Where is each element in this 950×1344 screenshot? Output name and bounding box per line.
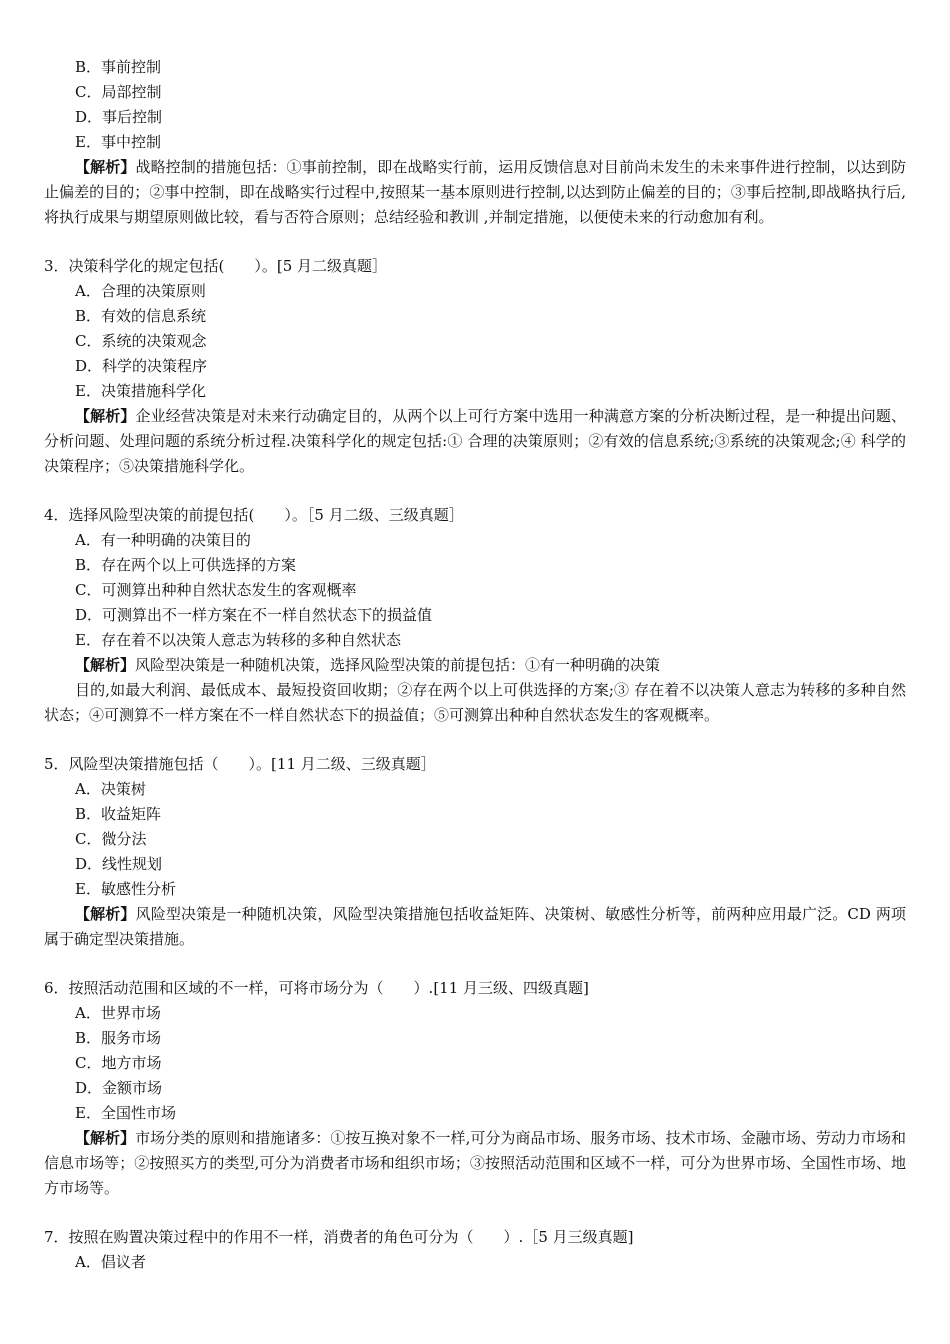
question-text: 3．决策科学化的规定包括( ）。[5 月二级真题］ [44,257,388,275]
analysis-tag: 【解析】 [75,905,136,923]
analysis-paragraph [44,1126,906,1201]
option-c: C．系统的决策观念 [75,332,207,350]
analysis-text: 战略控制的措施包括：①事前控制，即在战略实行前，运用反馈信息对目前尚未发生的未来事件进行控制，以达到防止偏差的目的；②事中控制，即在战略实行过程中,按照某一基本原则进行控制,以达到防止偏差的目的；③事后控制,即战略执行后,将执行成果与期望原则做比较，看与否符合原则；总结经验和教训 ,并制定措施，以便使未来的行动愈加有利。 [44,158,906,226]
option-d: D．事后控制 [75,108,163,126]
option-c: C．微分法 [75,830,147,848]
option-c: C．局部控制 [75,83,162,101]
option-b: B．服务市场 [75,1029,162,1047]
option-b: B．事前控制 [75,58,162,76]
analysis-paragraph [44,155,906,230]
option-e: E．决策措施科学化 [75,382,206,400]
analysis-text: 风险型决策是一种随机决策，选择风险型决策的前提包括：①有一种明确的决策 [135,656,661,674]
question-4 [44,503,906,728]
option-d: D．金额市场 [75,1079,163,1097]
option-c: C．地方市场 [75,1054,162,1072]
option-b: B．收益矩阵 [75,805,162,823]
analysis-text: 市场分类的原则和措施诸多：①按互换对象不一样,可分为商品市场、服务市场、技术市场、金融市场、劳动力市场和信息市场等；②按照买方的类型,可分为消费者市场和组织市场；③按照活动范围和区域不一样，可分为世界市场、全国性市场、地方市场等。 [44,1129,906,1197]
option-e: E．存在着不以决策人意志为转移的多种自然状态 [75,631,401,649]
question-2 [44,55,906,230]
question-3 [44,254,906,479]
option-e: E．事中控制 [75,133,161,151]
question-text: 5．风险型决策措施包括（ ）。[11 月二级、三级真题］ [44,755,436,773]
option-a: A．合理的决策原则 [75,282,206,300]
option-a: A．世界市场 [75,1004,161,1022]
analysis-text: 企业经营决策是对未来行动确定目的，从两个以上可行方案中选用一种满意方案的分析决断过程，是一种提出问题、分析问题、处理问题的系统分析过程.决策科学化的规定包括:① 合理的决策原则；②有效的信息系统;③系统的决策观念;④ 科学的决策程序；⑤决策措施科学化。 [44,407,906,475]
option-b: B．有效的信息系统 [75,307,207,325]
analysis-text: 风险型决策是一种随机决策，风险型决策措施包括收益矩阵、决策树、敏感性分析等，前两种应用最广泛。CD 两项属于确定型决策措施。 [44,905,906,948]
analysis-tag: 【解析】 [75,158,136,176]
analysis-paragraph [44,653,906,678]
option-a: A．有一种明确的决策目的 [75,531,251,549]
option-d: D．可测算出不一样方案在不一样自然状态下的损益值 [75,606,433,624]
analysis-tag: 【解析】 [75,1129,136,1147]
option-e: E．全国性市场 [75,1104,176,1122]
analysis-paragraph [44,404,906,479]
option-a: A．决策树 [75,780,146,798]
option-d: D．科学的决策程序 [75,357,208,375]
analysis-tag: 【解析】 [75,656,136,674]
option-d: D．线性规划 [75,855,163,873]
question-6 [44,976,906,1201]
analysis-tag: 【解析】 [75,407,136,425]
analysis-continuation: 目的,如最大利润、最低成本、最短投资回收期；②存在两个以上可供选择的方案;③ 存在着不以决策人意志为转移的多种自然状态；④可测算不一样方案在不一样自然状态下的损益值；⑤可测算出种种自然状态发生的客观概率。 [44,681,906,724]
question-5 [44,752,906,952]
analysis-paragraph [44,902,906,952]
question-text: 6．按照活动范围和区域的不一样，可将市场分为（ ）.[11 月三级、四级真题] [44,979,589,997]
option-e: E．敏感性分析 [75,880,176,898]
option-b: B．存在两个以上可供选择的方案 [75,556,297,574]
option-a: A．倡议者 [75,1253,146,1271]
question-7 [44,1225,906,1275]
option-c: C．可测算出种种自然状态发生的客观概率 [75,581,357,599]
question-text: 4．选择风险型决策的前提包括( ）。［5 月二级、三级真题］ [44,506,464,524]
question-text: 7．按照在购置决策过程中的作用不一样，消费者的角色可分为（ ）.［5 月三级真题] [44,1228,634,1246]
